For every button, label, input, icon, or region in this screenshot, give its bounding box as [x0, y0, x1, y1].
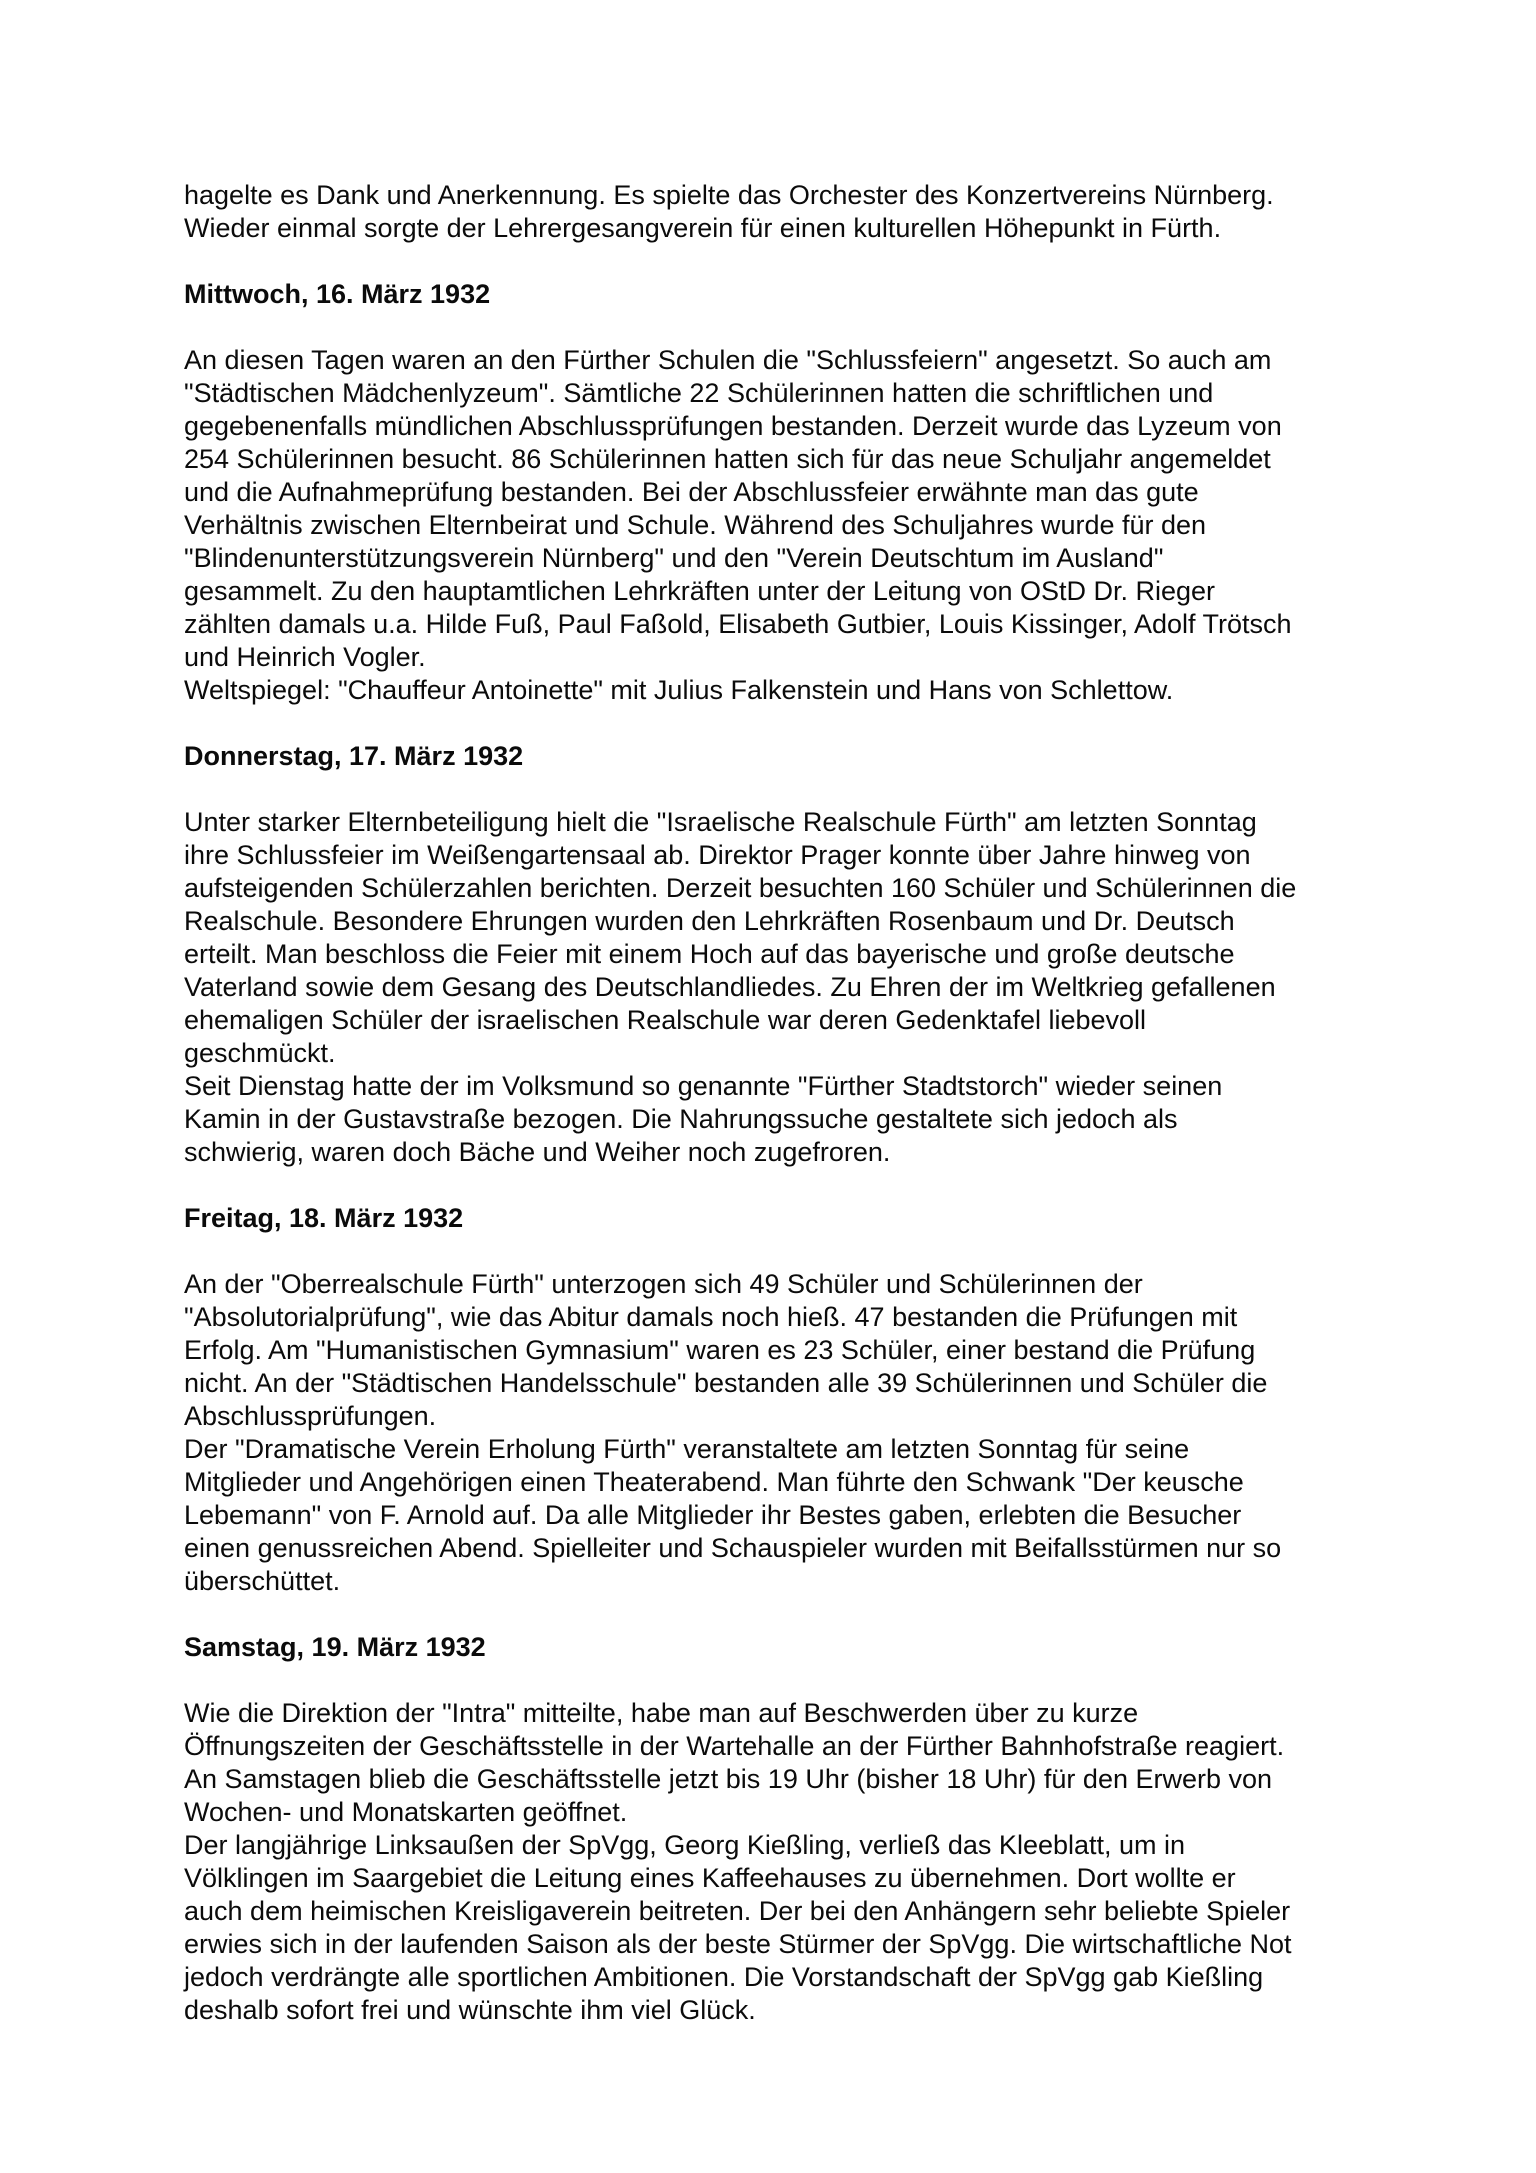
date-heading: Donnerstag, 17. März 1932 — [184, 741, 524, 771]
text-line: geschmückt. — [184, 1038, 336, 1068]
text-line: Seit Dienstag hatte der im Volksmund so genannte "Fürther Stadtstorch" wieder seinen — [184, 1071, 1223, 1101]
text-line: 254 Schülerinnen besucht. 86 Schülerinnen hatten sich für das neue Schuljahr angemeldet — [184, 444, 1271, 474]
text-line: Wie die Direktion der "Intra" mitteilte, habe man auf Beschwerden über zu kurze — [184, 1698, 1139, 1728]
text-line: An diesen Tagen waren an den Fürther Schulen die "Schlussfeiern" angesetzt. So auch am — [184, 345, 1272, 375]
text-line: Wieder einmal sorgte der Lehrergesangverein für einen kulturellen Höhepunkt in Fürth. — [184, 213, 1222, 243]
section-paragraph — [184, 344, 1396, 707]
text-line: schwierig, waren doch Bäche und Weiher noch zugefroren. — [184, 1137, 891, 1167]
text-line: Vaterland sowie dem Gesang des Deutschlandliedes. Zu Ehren der im Weltkrieg gefallenen — [184, 972, 1276, 1002]
section-paragraph — [184, 806, 1396, 1169]
text-line: Erfolg. Am "Humanistischen Gymnasium" waren es 23 Schüler, einer bestand die Prüfung — [184, 1335, 1256, 1365]
text-line: Völklingen im Saargebiet die Leitung eines Kaffeehauses zu übernehmen. Dort wollte er — [184, 1863, 1236, 1893]
text-line: nicht. An der "Städtischen Handelsschule" bestanden alle 39 Schülerinnen und Schüler die — [184, 1368, 1268, 1398]
text-line: einen genussreichen Abend. Spielleiter und Schauspieler wurden mit Beifallsstürmen nur so — [184, 1533, 1282, 1563]
text-line: Abschlussprüfungen. — [184, 1401, 437, 1431]
text-line: Lebemann" von F. Arnold auf. Da alle Mitglieder ihr Bestes gaben, erlebten die Besucher — [184, 1500, 1242, 1530]
text-line: gegebenenfalls mündlichen Abschlussprüfungen bestanden. Derzeit wurde das Lyzeum von — [184, 411, 1282, 441]
date-heading: Samstag, 19. März 1932 — [184, 1632, 486, 1662]
text-line: Öffnungszeiten der Geschäftsstelle in der Wartehalle an der Fürther Bahnhofstraße reagiert. — [184, 1731, 1285, 1761]
text-line: überschüttet. — [184, 1566, 341, 1596]
text-line: Verhältnis zwischen Elternbeirat und Schule. Während des Schuljahres wurde für den — [184, 510, 1207, 540]
text-line: und die Aufnahmeprüfung bestanden. Bei der Abschlussfeier erwähnte man das gute — [184, 477, 1199, 507]
section-freitag — [184, 1202, 1396, 1598]
text-line: Wochen- und Monatskarten geöffnet. — [184, 1797, 628, 1827]
text-line: Kamin in der Gustavstraße bezogen. Die Nahrungssuche gestaltete sich jedoch als — [184, 1104, 1178, 1134]
text-line: erwies sich in der laufenden Saison als der beste Stürmer der SpVgg. Die wirtschaftliche Not — [184, 1929, 1292, 1959]
intro-paragraph — [184, 179, 1396, 245]
section-paragraph — [184, 1697, 1396, 2027]
text-line: Der langjährige Linksaußen der SpVgg, Georg Kießling, verließ das Kleeblatt, um in — [184, 1830, 1186, 1860]
date-heading: Mittwoch, 16. März 1932 — [184, 279, 491, 309]
text-line: Der "Dramatische Verein Erholung Fürth" veranstaltete am letzten Sonntag für seine — [184, 1434, 1190, 1464]
text-line: Unter starker Elternbeteiligung hielt die "Israelische Realschule Fürth" am letzten Sonntag — [184, 807, 1257, 837]
text-line: An Samstagen blieb die Geschäftsstelle jetzt bis 19 Uhr (bisher 18 Uhr) für den Erwerb von — [184, 1764, 1273, 1794]
text-line: "Städtischen Mädchenlyzeum". Sämtliche 22 Schülerinnen hatten die schriftlichen und — [184, 378, 1214, 408]
text-line: deshalb sofort frei und wünschte ihm viel Glück. — [184, 1995, 756, 2025]
text-line: "Absolutorialprüfung", wie das Abitur damals noch hieß. 47 bestanden die Prüfungen mit — [184, 1302, 1238, 1332]
text-line: Mitglieder und Angehörigen einen Theaterabend. Man führte den Schwank "Der keusche — [184, 1467, 1244, 1497]
section-mittwoch — [184, 278, 1396, 707]
text-line: Weltspiegel: "Chauffeur Antoinette" mit Julius Falkenstein und Hans von Schlettow. — [184, 675, 1174, 705]
text-line: An der "Oberrealschule Fürth" unterzogen sich 49 Schüler und Schülerinnen der — [184, 1269, 1143, 1299]
text-line: erteilt. Man beschloss die Feier mit einem Hoch auf das bayerische und große deutsche — [184, 939, 1235, 969]
text-line: Realschule. Besondere Ehrungen wurden den Lehrkräften Rosenbaum und Dr. Deutsch — [184, 906, 1235, 936]
text-line: ihre Schlussfeier im Weißengartensaal ab. Direktor Prager konnte über Jahre hinweg von — [184, 840, 1251, 870]
text-line: aufsteigenden Schülerzahlen berichten. Derzeit besuchten 160 Schüler und Schülerinnen die — [184, 873, 1297, 903]
text-line: auch dem heimischen Kreisligaverein beitreten. Der bei den Anhängern sehr beliebte Spieler — [184, 1896, 1291, 1926]
text-line: jedoch verdrängte alle sportlichen Ambitionen. Die Vorstandschaft der SpVgg gab Kießling — [184, 1962, 1264, 1992]
section-paragraph — [184, 1268, 1396, 1598]
section-samstag — [184, 1631, 1396, 2027]
text-line: "Blindenunterstützungsverein Nürnberg" und den "Verein Deutschtum im Ausland" — [184, 543, 1164, 573]
text-line: und Heinrich Vogler. — [184, 642, 426, 672]
date-heading: Freitag, 18. März 1932 — [184, 1203, 464, 1233]
text-line: zählten damals u.a. Hilde Fuß, Paul Faßold, Elisabeth Gutbier, Louis Kissinger, Adolf Trötsch — [184, 609, 1292, 639]
text-line: gesammelt. Zu den hauptamtlichen Lehrkräften unter der Leitung von OStD Dr. Rieger — [184, 576, 1216, 606]
text-line: ehemaligen Schüler der israelischen Realschule war deren Gedenktafel liebevoll — [184, 1005, 1147, 1035]
section-donnerstag — [184, 740, 1396, 1169]
text-line: hagelte es Dank und Anerkennung. Es spielte das Orchester des Konzertvereins Nürnberg. — [184, 180, 1274, 210]
